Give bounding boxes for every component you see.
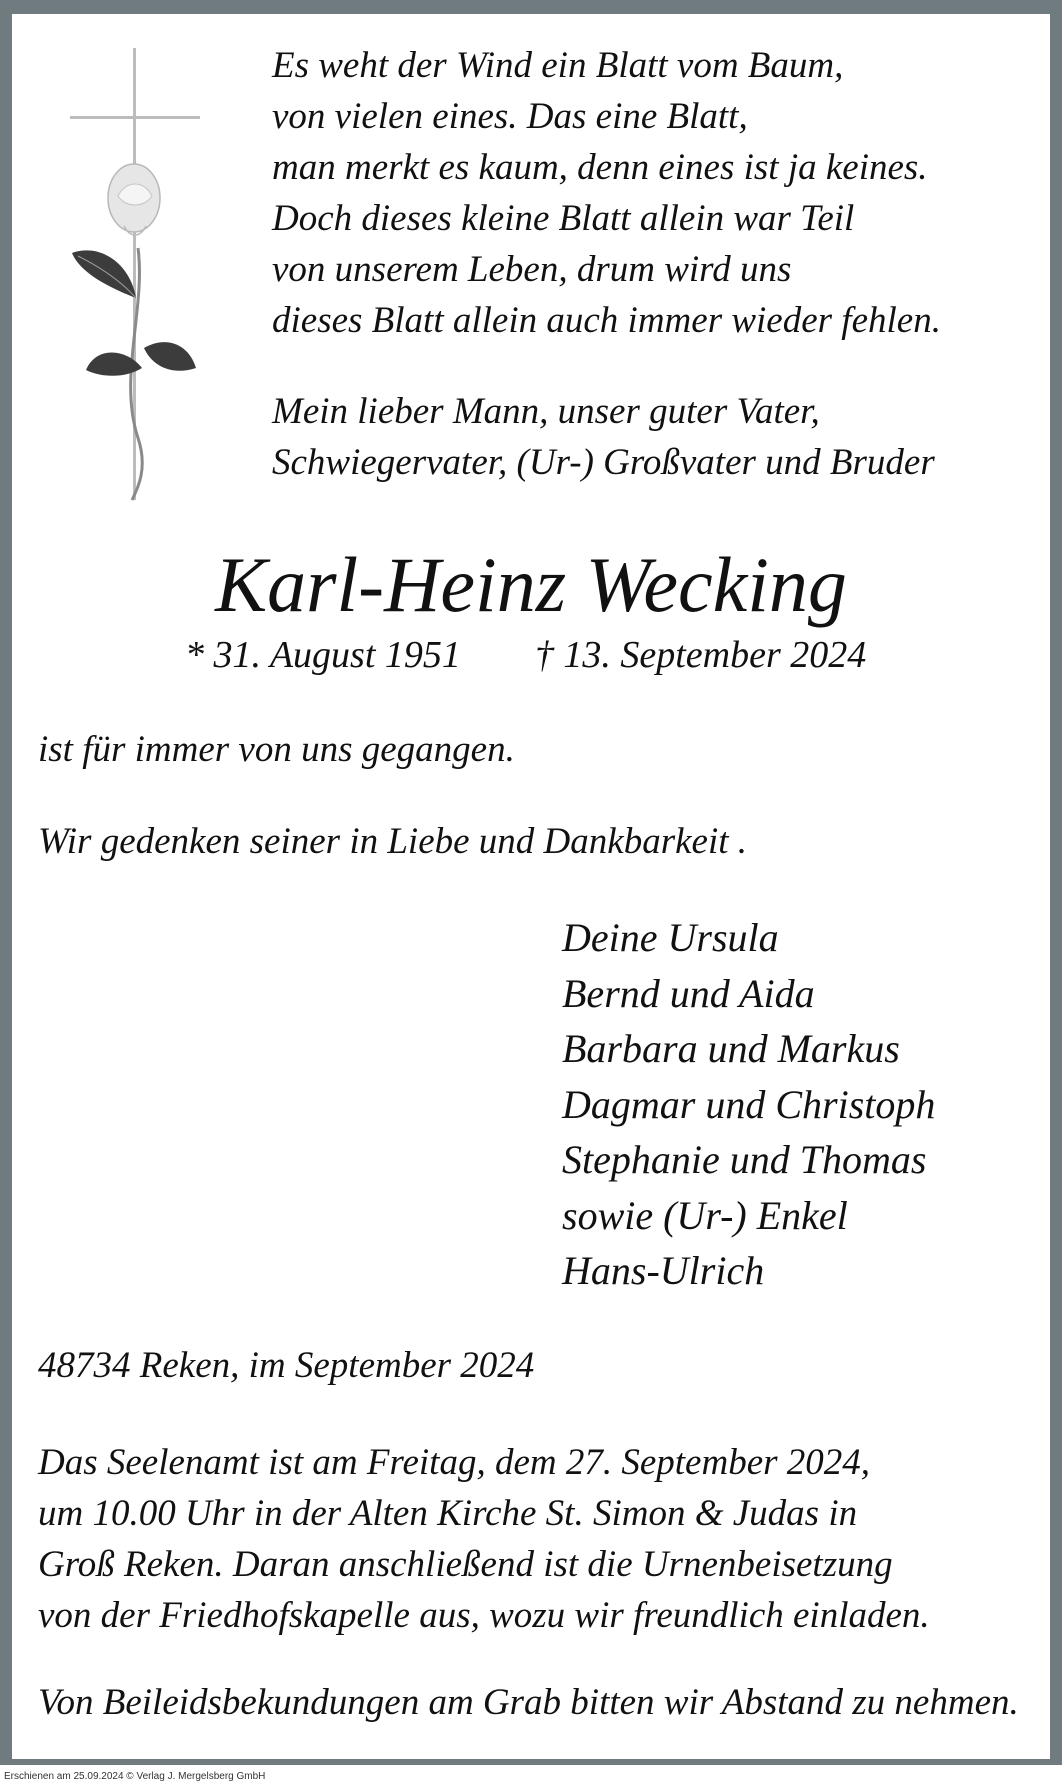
intro-line: Schwiegervater, (Ur-) Großvater und Bruder	[272, 442, 935, 483]
poem-line: Es weht der Wind ein Blatt vom Baum,	[272, 45, 844, 86]
remember-text: Wir gedenken seiner in Liebe und Dankbarkeit .	[38, 821, 747, 862]
service-line: um 10.00 Uhr in der Alten Kirche St. Simon & Judas in	[38, 1493, 858, 1534]
place-date: 48734 Reken, im September 2024	[38, 1345, 535, 1386]
family-line: Stephanie und Thomas	[562, 1137, 927, 1182]
death-date: † 13. September 2024	[534, 634, 867, 676]
gone-text: ist für immer von uns gegangen.	[38, 729, 515, 770]
cross-rose-icon	[60, 48, 210, 508]
service-line: Das Seelenamt ist am Freitag, dem 27. September 2024,	[38, 1442, 871, 1483]
family-line: Deine Ursula	[562, 915, 779, 960]
service-line: von der Friedhofskapelle aus, wozu wir freundlich einladen.	[38, 1595, 930, 1636]
service-line: Groß Reken. Daran anschließend ist die Urnenbeisetzung	[38, 1544, 893, 1585]
family-line: Dagmar und Christoph	[562, 1081, 936, 1127]
poem-line: Doch dieses kleine Blatt allein war Teil	[272, 198, 855, 239]
birth-date: * 31. August 1951	[185, 634, 461, 676]
service-info	[38, 1437, 930, 1641]
poem	[272, 40, 941, 346]
poem-line: von unserem Leben, drum wird uns	[272, 249, 792, 290]
family-signatures	[562, 910, 935, 1299]
intro-line: Mein lieber Mann, unser guter Vater,	[272, 391, 820, 432]
life-dates	[185, 632, 866, 678]
condolence-note: Von Beileidsbekundungen am Grab bitten wir Abstand zu nehmen.	[38, 1682, 1019, 1723]
family-line: Bernd und Aida	[562, 970, 815, 1016]
publication-footer: Erschienen am 25.09.2024 © Verlag J. Mergelsberg GmbH	[4, 1771, 266, 1782]
deceased-name: Karl-Heinz Wecking	[215, 541, 847, 628]
family-line: Hans-Ulrich	[562, 1248, 765, 1293]
family-line: sowie (Ur-) Enkel	[562, 1192, 848, 1238]
intro-text	[272, 386, 935, 488]
poem-line: von vielen eines. Das eine Blatt,	[272, 96, 748, 137]
poem-line: dieses Blatt allein auch immer wieder fehlen.	[272, 300, 941, 341]
poem-line: man merkt es kaum, denn eines ist ja keines.	[272, 147, 928, 188]
family-line: Barbara und Markus	[562, 1026, 900, 1071]
